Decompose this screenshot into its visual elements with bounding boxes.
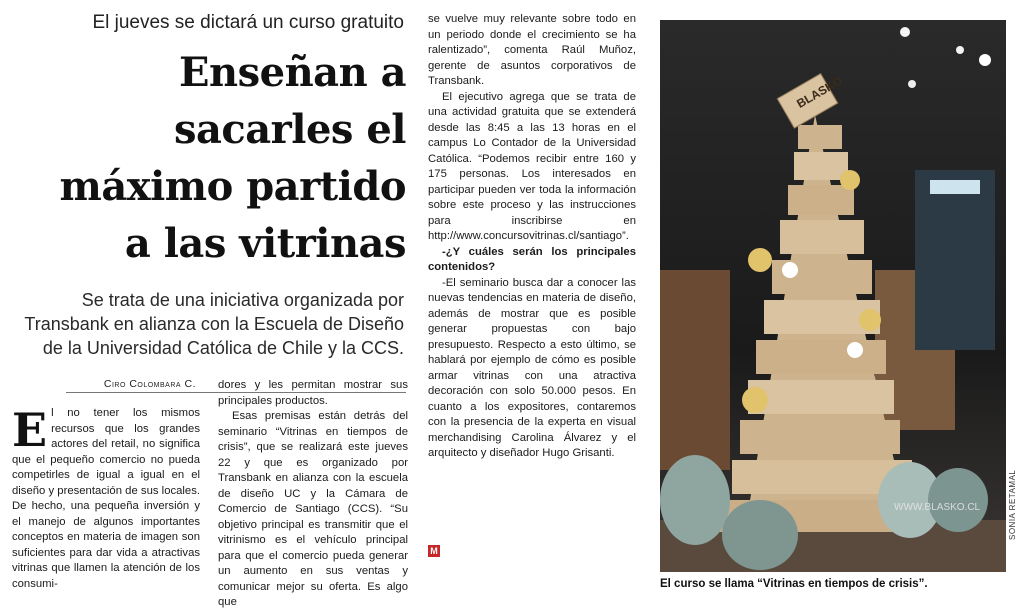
headline [0,44,406,272]
article-column-1 [12,403,200,596]
headline-line-4: a las vitrinas [124,220,406,267]
photo-caption: El curso se llama “Vitrinas en tiempos de crisis”. [660,578,928,590]
paragraph: -El seminario busca dar a conocer las nuevas tendencias en materia de diseño, además de mostrar que es posible generar propuestas con bajo presupuesto. Respecto a esto último, se hablará por ejemplo de cómo es posible armar vitrinas con una atractiva decoración con solo 50.000 pesos. En cuanto a los expositores, contaremos con la presencia de la experta en visual merchandising Carolina Álvarez y el arquitecto y diseñador Hugo Grisanti. [428,276,636,459]
photo-credit: SONIA RETAMAL [1008,469,1017,540]
paragraph: El ejecutivo agrega que se trata de una actividad gratuita que se extenderá desde las 8:45 a las 13 horas en el campus Lo Contador de la Universidad Católica. “Podemos recibir entre 160 y 175 personas. Los interesados en participar pueden ver toda la información sobre este proceso y las instrucciones para inscribirse en http://www.concursovitrinas.cl/santiago”. [428,90,636,242]
kicker: El jueves se dictará un curso gratuito [92,12,404,33]
headline-line-1: Enseñan a [179,49,406,96]
article-column-2 [218,378,408,608]
shop-window-photo [660,20,1006,572]
subhead: Se trata de una iniciativa organizada por Transbank en alianza con la Escuela de Diseño de la Universidad Católica de Chile y la CCS. [24,290,404,358]
photo-watermark: WWW.BLASKO.CL [894,502,981,513]
paragraph: dores y les permitan mostrar sus principales productos. [218,379,408,407]
paragraph: l no tener los mismos recursos que los grandes actores del retail, no significa que el pequeño comercio no pueda competirles de igual a igual en el diseño y presentación de sus locales. De hecho, una pequeña inversión y el manejo de algunos importantes conceptos en materia de imagen son suficientes para dar vida a atractivas vitrinas que llamen la atención de los consumi- [12,407,200,590]
drop-cap: E [12,403,48,457]
headline-line-2: sacarles el [173,106,406,153]
author-byline: Ciro Colombara C. [103,378,196,390]
box-label: BLASKO [794,73,846,111]
interview-question: -¿Y cuáles serán los principales contenidos? [428,245,636,273]
photo-illustration [660,20,1006,572]
headline-line-3: máximo partido [59,163,406,210]
paragraph: se vuelve muy relevante sobre todo en un periodo donde el crecimiento se ha ralentizado”, comenta Raúl Muñoz, gerente de asuntos corporativos de Transbank. [428,13,636,87]
end-mark-icon: M [428,545,440,557]
article-column-3 [428,12,636,557]
paragraph: Esas premisas están detrás del seminario “Vitrinas en tiempos de crisis”, que se realizará este jueves 22 y que es organizado por Transbank en alianza con la escuela de diseño UC y la Cámara de Comercio de Santiago (CCS). “Su objetivo principal es transmitir que el vitrinismo es el vehículo principal para que el comercio pueda generar un aumento en sus ventas y comunicar mejor su oferta. Es algo que [218,410,408,608]
